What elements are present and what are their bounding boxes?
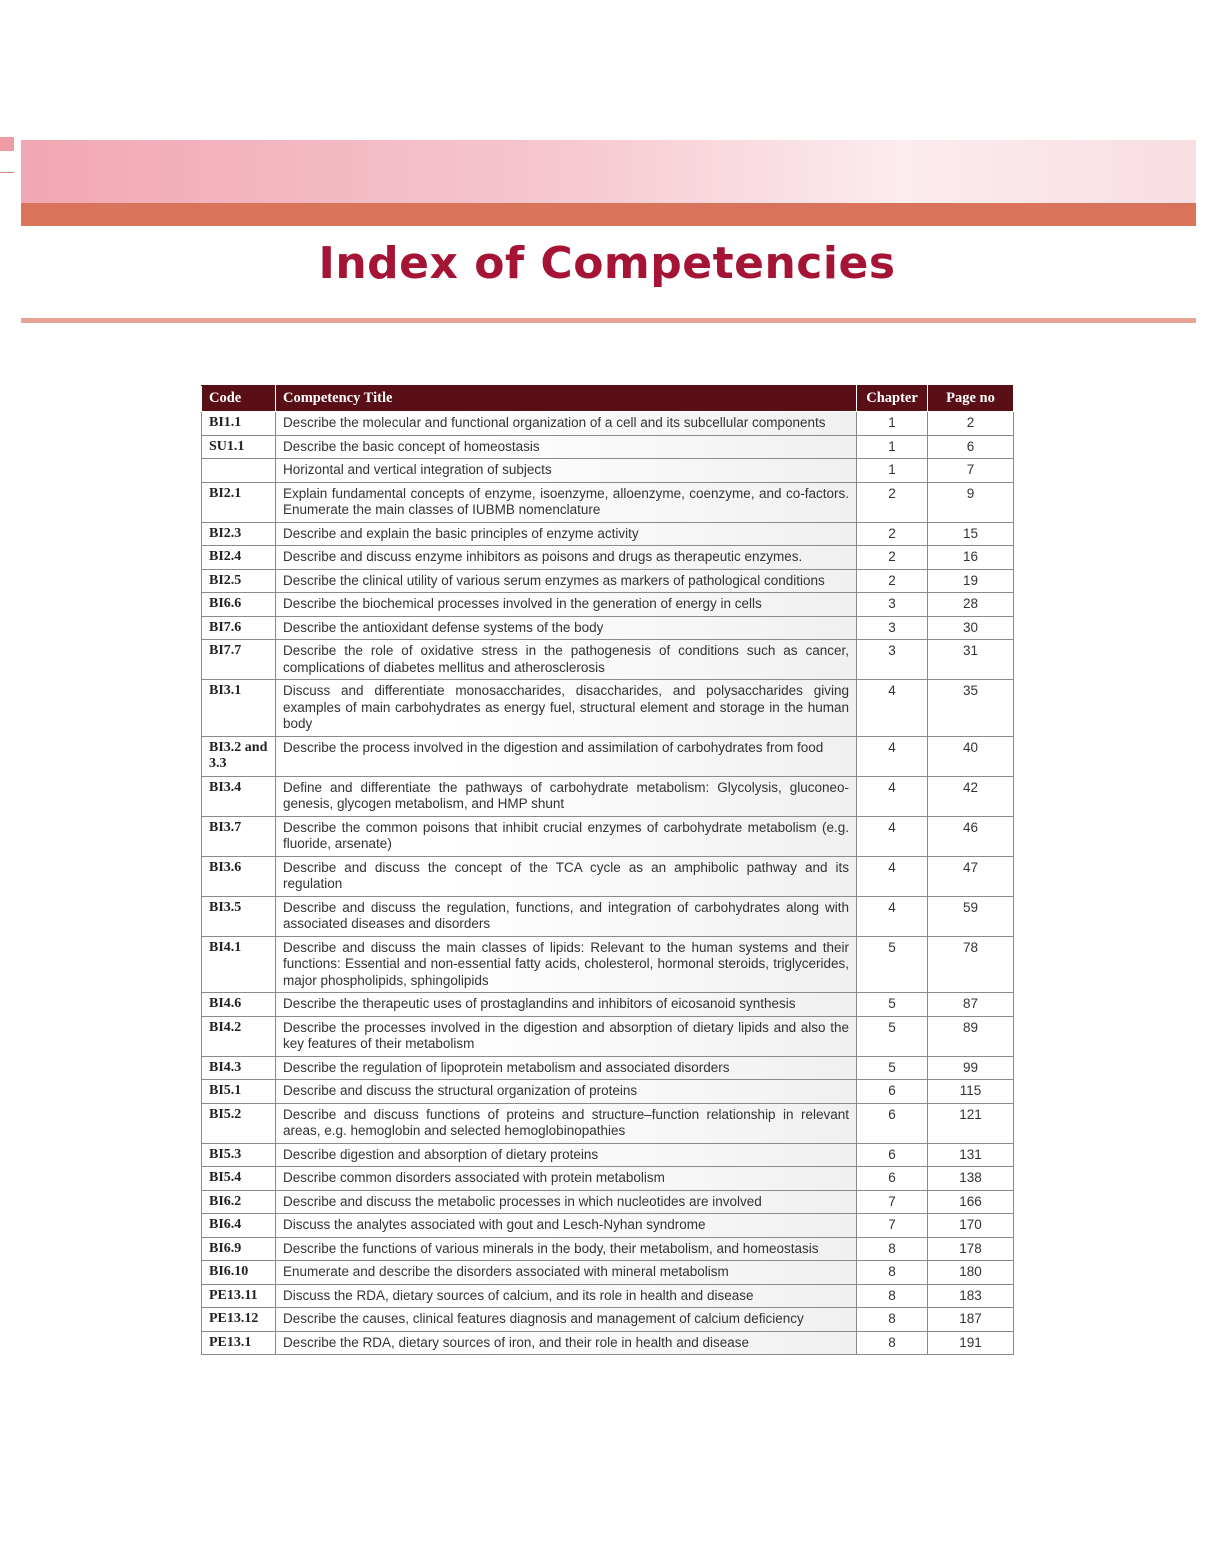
- code-cell: BI5.1: [202, 1080, 276, 1104]
- competency-title-cell: Describe the molecular and functional organization of a cell and its subcellular components: [276, 412, 857, 436]
- table-row: [202, 569, 1014, 593]
- page-no-cell: 30: [928, 616, 1014, 640]
- chapter-cell: 4: [857, 896, 928, 936]
- code-cell: BI6.6: [202, 593, 276, 617]
- chapter-cell: 4: [857, 816, 928, 856]
- code-cell: BI5.3: [202, 1143, 276, 1167]
- page-no-cell: 99: [928, 1056, 1014, 1080]
- page-no-cell: 78: [928, 936, 1014, 993]
- chapter-cell: 2: [857, 522, 928, 546]
- page-no-cell: 183: [928, 1284, 1014, 1308]
- code-cell: BI2.1: [202, 482, 276, 522]
- page-no-cell: 87: [928, 993, 1014, 1017]
- competency-title-cell: Describe the therapeutic uses of prostaglandins and inhibitors of eicosanoid synthesis: [276, 993, 857, 1017]
- chapter-cell: 5: [857, 936, 928, 993]
- code-cell: BI2.5: [202, 569, 276, 593]
- competency-title-cell: Discuss and differentiate monosaccharides, disaccharides, and polysaccharides giving examples of main carbohydrates as energy fuel, structural element and storage in the human body: [276, 680, 857, 737]
- competency-title-cell: Describe the process involved in the digestion and assimilation of carbohydrates from food: [276, 736, 857, 776]
- competency-title-cell: Describe the biochemical processes involved in the generation of energy in cells: [276, 593, 857, 617]
- table-row: [202, 1167, 1014, 1191]
- side-mark-line: [0, 172, 14, 173]
- chapter-cell: 8: [857, 1261, 928, 1285]
- competency-title-cell: Describe the clinical utility of various serum enzymes as markers of pathological conditions: [276, 569, 857, 593]
- table-row: [202, 435, 1014, 459]
- code-cell: BI3.2 and 3.3: [202, 736, 276, 776]
- table-row: [202, 680, 1014, 737]
- competency-title-cell: Describe and discuss the main classes of lipids: Relevant to the human systems and their functions: Essential and non-essential fatty acids, cholesterol, hormonal steroids, triglycerides, major phospholipids, sphingolipids: [276, 936, 857, 993]
- competency-title-cell: Describe the role of oxidative stress in the pathogenesis of conditions such as cancer, complications of diabetes mellitus and atherosclerosis: [276, 640, 857, 680]
- header-competency-title: Competency Title: [276, 386, 857, 412]
- title-divider: [21, 318, 1196, 323]
- code-cell: BI4.1: [202, 936, 276, 993]
- chapter-cell: 6: [857, 1167, 928, 1191]
- page-no-cell: 178: [928, 1237, 1014, 1261]
- chapter-cell: 4: [857, 736, 928, 776]
- table-row: [202, 459, 1014, 483]
- page-no-cell: 191: [928, 1331, 1014, 1355]
- competency-title-cell: Enumerate and describe the disorders associated with mineral metabolism: [276, 1261, 857, 1285]
- table-row: [202, 546, 1014, 570]
- chapter-cell: 3: [857, 640, 928, 680]
- table-row: [202, 616, 1014, 640]
- table-row: [202, 593, 1014, 617]
- competency-title-cell: Discuss the RDA, dietary sources of calcium, and its role in health and disease: [276, 1284, 857, 1308]
- competency-title-cell: Describe and discuss the regulation, functions, and integration of carbohydrates along with associated diseases and disorders: [276, 896, 857, 936]
- competency-title-cell: Describe and explain the basic principles of enzyme activity: [276, 522, 857, 546]
- header-banner: [21, 140, 1196, 203]
- page-no-cell: 19: [928, 569, 1014, 593]
- competency-title-cell: Define and differentiate the pathways of carbohydrate metabolism: Glycolysis, gluconeo-genesis, glycogen metabolism, and HMP shunt: [276, 776, 857, 816]
- chapter-cell: 5: [857, 993, 928, 1017]
- code-cell: PE13.11: [202, 1284, 276, 1308]
- code-cell: BI5.2: [202, 1103, 276, 1143]
- chapter-cell: 4: [857, 776, 928, 816]
- chapter-cell: 1: [857, 412, 928, 436]
- code-cell: BI3.6: [202, 856, 276, 896]
- page-no-cell: 7: [928, 459, 1014, 483]
- table-row: [202, 856, 1014, 896]
- page-no-cell: 170: [928, 1214, 1014, 1238]
- header-page-no: Page no: [928, 386, 1014, 412]
- competency-title-cell: Describe the common poisons that inhibit crucial enzymes of carbohydrate metabolism (e.g. fluoride, arsenate): [276, 816, 857, 856]
- side-mark-top: [0, 137, 14, 151]
- chapter-cell: 2: [857, 482, 928, 522]
- page-no-cell: 16: [928, 546, 1014, 570]
- header-code: Code: [202, 386, 276, 412]
- code-cell: BI7.7: [202, 640, 276, 680]
- page-no-cell: 42: [928, 776, 1014, 816]
- header-chapter: Chapter: [857, 386, 928, 412]
- page-no-cell: 121: [928, 1103, 1014, 1143]
- code-cell: PE13.1: [202, 1331, 276, 1355]
- code-cell: BI6.10: [202, 1261, 276, 1285]
- chapter-cell: 8: [857, 1308, 928, 1332]
- chapter-cell: 5: [857, 1056, 928, 1080]
- competency-title-cell: Describe the antioxidant defense systems of the body: [276, 616, 857, 640]
- code-cell: BI5.4: [202, 1167, 276, 1191]
- chapter-cell: 6: [857, 1080, 928, 1104]
- page-no-cell: 46: [928, 816, 1014, 856]
- page-no-cell: 138: [928, 1167, 1014, 1191]
- code-cell: PE13.12: [202, 1308, 276, 1332]
- chapter-cell: 8: [857, 1284, 928, 1308]
- table-row: [202, 482, 1014, 522]
- code-cell: BI6.2: [202, 1190, 276, 1214]
- chapter-cell: 8: [857, 1331, 928, 1355]
- code-cell: BI2.3: [202, 522, 276, 546]
- chapter-cell: 7: [857, 1190, 928, 1214]
- chapter-cell: 2: [857, 569, 928, 593]
- code-cell: BI1.1: [202, 412, 276, 436]
- code-cell: BI6.4: [202, 1214, 276, 1238]
- competency-title-cell: Describe the processes involved in the digestion and absorption of dietary lipids and also the key features of their metabolism: [276, 1016, 857, 1056]
- page-no-cell: 6: [928, 435, 1014, 459]
- table-row: [202, 1308, 1014, 1332]
- table-row: [202, 1016, 1014, 1056]
- chapter-cell: 4: [857, 856, 928, 896]
- code-cell: BI4.2: [202, 1016, 276, 1056]
- competency-title-cell: Explain fundamental concepts of enzyme, isoenzyme, alloenzyme, coenzyme, and co-factors. Enumerate the main classes of IUBMB nomenclature: [276, 482, 857, 522]
- table-row: [202, 896, 1014, 936]
- table-row: [202, 1237, 1014, 1261]
- competency-title-cell: Describe the RDA, dietary sources of iron, and their role in health and disease: [276, 1331, 857, 1355]
- page-no-cell: 9: [928, 482, 1014, 522]
- competency-title-cell: Describe the functions of various minerals in the body, their metabolism, and homeostasis: [276, 1237, 857, 1261]
- table-row: [202, 936, 1014, 993]
- table-row: [202, 412, 1014, 436]
- code-cell: BI3.4: [202, 776, 276, 816]
- table-row: [202, 1103, 1014, 1143]
- competency-title-cell: Describe the basic concept of homeostasis: [276, 435, 857, 459]
- competency-title-cell: Describe the regulation of lipoprotein metabolism and associated disorders: [276, 1056, 857, 1080]
- chapter-cell: 4: [857, 680, 928, 737]
- competency-title-cell: Describe digestion and absorption of dietary proteins: [276, 1143, 857, 1167]
- page-no-cell: 166: [928, 1190, 1014, 1214]
- chapter-cell: 1: [857, 435, 928, 459]
- table-row: [202, 640, 1014, 680]
- table-row: [202, 816, 1014, 856]
- page-no-cell: 28: [928, 593, 1014, 617]
- page-no-cell: 187: [928, 1308, 1014, 1332]
- competency-title-cell: Describe the causes, clinical features diagnosis and management of calcium deficiency: [276, 1308, 857, 1332]
- competency-title-cell: Describe and discuss the metabolic processes in which nucleotides are involved: [276, 1190, 857, 1214]
- table-row: [202, 1143, 1014, 1167]
- table-header-row: [202, 386, 1014, 412]
- competency-table-container: [201, 385, 1013, 1355]
- competency-title-cell: Describe and discuss the structural organization of proteins: [276, 1080, 857, 1104]
- table-row: [202, 1331, 1014, 1355]
- code-cell: BI7.6: [202, 616, 276, 640]
- code-cell: BI3.5: [202, 896, 276, 936]
- chapter-cell: 6: [857, 1103, 928, 1143]
- page-no-cell: 2: [928, 412, 1014, 436]
- table-row: [202, 1261, 1014, 1285]
- code-cell: BI3.7: [202, 816, 276, 856]
- competency-title-cell: Describe and discuss enzyme inhibitors as poisons and drugs as therapeutic enzymes.: [276, 546, 857, 570]
- code-cell: BI2.4: [202, 546, 276, 570]
- chapter-cell: 3: [857, 593, 928, 617]
- table-row: [202, 1056, 1014, 1080]
- page-no-cell: 131: [928, 1143, 1014, 1167]
- page-no-cell: 35: [928, 680, 1014, 737]
- chapter-cell: 6: [857, 1143, 928, 1167]
- page-no-cell: 180: [928, 1261, 1014, 1285]
- page-no-cell: 40: [928, 736, 1014, 776]
- code-cell: BI6.9: [202, 1237, 276, 1261]
- chapter-cell: 7: [857, 1214, 928, 1238]
- header-band: [21, 203, 1196, 226]
- page-no-cell: 47: [928, 856, 1014, 896]
- competency-title-cell: Describe and discuss the concept of the TCA cycle as an amphibolic pathway and its regulation: [276, 856, 857, 896]
- chapter-cell: 5: [857, 1016, 928, 1056]
- code-cell: SU1.1: [202, 435, 276, 459]
- chapter-cell: 8: [857, 1237, 928, 1261]
- table-row: [202, 1214, 1014, 1238]
- table-row: [202, 1080, 1014, 1104]
- table-row: [202, 522, 1014, 546]
- table-row: [202, 993, 1014, 1017]
- competency-title-cell: Describe and discuss functions of proteins and structure–function relationship in relevant areas, e.g. hemoglobin and selected hemoglobinopathies: [276, 1103, 857, 1143]
- table-row: [202, 1190, 1014, 1214]
- chapter-cell: 3: [857, 616, 928, 640]
- page-no-cell: 59: [928, 896, 1014, 936]
- page-no-cell: 89: [928, 1016, 1014, 1056]
- table-row: [202, 1284, 1014, 1308]
- page-no-cell: 15: [928, 522, 1014, 546]
- competency-title-cell: Discuss the analytes associated with gout and Lesch-Nyhan syndrome: [276, 1214, 857, 1238]
- page-no-cell: 31: [928, 640, 1014, 680]
- chapter-cell: 2: [857, 546, 928, 570]
- table-row: [202, 736, 1014, 776]
- code-cell: BI3.1: [202, 680, 276, 737]
- table-row: [202, 776, 1014, 816]
- competency-title-cell: Horizontal and vertical integration of subjects: [276, 459, 857, 483]
- page-title: Index of Competencies: [318, 238, 896, 289]
- code-cell: [202, 459, 276, 483]
- code-cell: BI4.6: [202, 993, 276, 1017]
- page-no-cell: 115: [928, 1080, 1014, 1104]
- code-cell: BI4.3: [202, 1056, 276, 1080]
- chapter-cell: 1: [857, 459, 928, 483]
- competency-title-cell: Describe common disorders associated with protein metabolism: [276, 1167, 857, 1191]
- competency-table: [201, 385, 1014, 1355]
